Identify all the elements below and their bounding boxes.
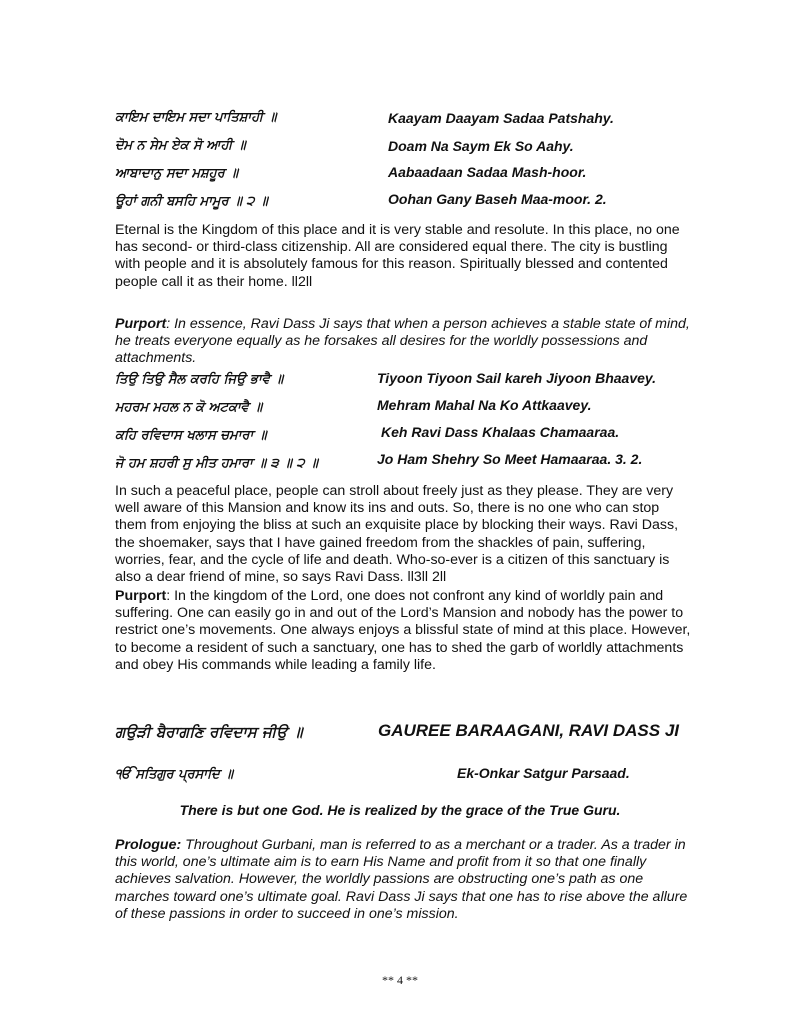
verse-explanation: Eternal is the Kingdom of this place and it is very stable and resolute. In this place, no one has second- or third-class citizenship. All are considered equal there. The city is bustling with people and it is absolutely famous for this reason. Spiritually blessed and contented people call it as their home. ll2ll xyxy=(115,222,680,290)
verse-transliteration: Aabaadaan Sadaa Mash-hoor. xyxy=(388,164,587,180)
shabad-heading-gurmukhi: ਗਉੜੀ ਬੈਰਾਗਣਿ ਰਵਿਦਾਸ ਜੀਉ ॥ xyxy=(115,723,303,741)
mool-mantar-gurmukhi: ੴ ਸਤਿਗੁਰ ਪ੍ਰਸਾਦਿ ॥ xyxy=(115,767,234,782)
prologue-text: Throughout Gurbani, man is referred to as a merchant or a trader. As a trader in this world, one’s ultimate aim is to earn His Name and profit from it so that one finally achieves salvation. However, the worldly passions are obstructing one’s path as one marches toward one’s ultimate goal. Ravi Dass Ji says that one has to rise above the allure of these passions in order to succeed in one’s mission. xyxy=(115,837,688,922)
verse-gurmukhi: ਆਬਾਦਾਨੁ ਸਦਾ ਮਸ਼ਹੂਰ ॥ xyxy=(115,166,238,181)
verse-explanation: In such a peaceful place, people can stroll about freely just as they please. They are very well aware of this Mansion and know its ins and outs. So, there is no one who can stop them from enjoying the bliss at such an exquisite place by blocking their ways. Ravi Dass, the shoemaker, says that I have gained freedom from the shackles of pain, suffering, worries, fear, and the cycle of life and death. Who-so-ever is a citizen of this sanctuary is also a dear friend of mine, so says Ravi Dass. ll3ll 2ll xyxy=(115,483,679,586)
shabad-heading-english: GAUREE BARAAGANI, RAVI DASS JI xyxy=(378,721,679,740)
one-god-statement: There is but one God. He is realized by the grace of the True Guru. xyxy=(179,802,621,818)
verse-transliteration: Tiyoon Tiyoon Sail kareh Jiyoon Bhaavey. xyxy=(377,370,657,386)
verse-transliteration: Mehram Mahal Na Ko Attkaavey. xyxy=(377,397,592,413)
verse-gurmukhi: ਕਹਿ ਰਵਿਦਾਸ ਖਲਾਸ ਚਮਾਰਾ ॥ xyxy=(115,428,267,443)
mool-mantar-english: Ek-Onkar Satgur Parsaad. xyxy=(457,765,630,781)
verse-gurmukhi: ਤਿਉ ਤਿਉ ਸੈਲ ਕਰਹਿ ਜਿਉ ਭਾਵੈ ॥ xyxy=(115,372,284,387)
verse-gurmukhi: ਮਹਰਮ ਮਹਲ ਨ ਕੋ ਅਟਕਾਵੈ ॥ xyxy=(115,400,263,415)
verse-gurmukhi: ਕਾਇਮ ਦਾਇਮ ਸਦਾ ਪਾਤਿਸ਼ਾਹੀ ॥ xyxy=(115,110,277,125)
purport-label: Purport xyxy=(115,588,167,604)
verse-transliteration: Jo Ham Shehry So Meet Hamaaraa. 3. 2. xyxy=(377,451,643,467)
verse-transliteration: Oohan Gany Baseh Maa-moor. 2. xyxy=(388,191,607,207)
prologue-paragraph xyxy=(115,837,693,923)
page-number: ** 4 ** xyxy=(382,973,418,987)
verse-transliteration: Keh Ravi Dass Khalaas Chamaaraa. xyxy=(381,424,620,440)
purport-paragraph xyxy=(115,316,693,368)
purport-text: : In essence, Ravi Dass Ji says that when a person achieves a stable state of mind, he treats everyone equally as he forsakes all desires for the worldly possessions and attachments. xyxy=(115,316,690,367)
purport-text: : In the kingdom of the Lord, one does not confront any kind of worldly pain and suffering. One can easily go in and out of the Lord’s Mansion and nobody has the power to restrict one’s movements. One always enjoys a blissful state of mind at this place. However, to become a resident of such a sanctuary, one has to shed the garb of worldly attachments and obey His commands while leading a family life. xyxy=(115,588,691,673)
verse-transliteration: Doam Na Saym Ek So Aahy. xyxy=(388,138,574,154)
verse-transliteration: Kaayam Daayam Sadaa Patshahy. xyxy=(388,110,614,126)
verse-gurmukhi: ਊਹਾਂ ਗਨੀ ਬਸਹਿ ਮਾਮੂਰ ॥ ੨ ॥ xyxy=(115,194,268,209)
verse-gurmukhi: ਜੋ ਹਮ ਸ਼ਹਰੀ ਸੁ ਮੀਤ ਹਮਾਰਾ ॥ ੩ ॥ ੨ ॥ xyxy=(115,456,318,471)
prologue-label: Prologue: xyxy=(115,837,182,853)
purport-label: Purport xyxy=(115,316,167,332)
purport-paragraph xyxy=(115,588,693,674)
verse-gurmukhi: ਦੋਮ ਨ ਸੇਮ ਏਕ ਸੋ ਆਹੀ ॥ xyxy=(115,138,246,153)
